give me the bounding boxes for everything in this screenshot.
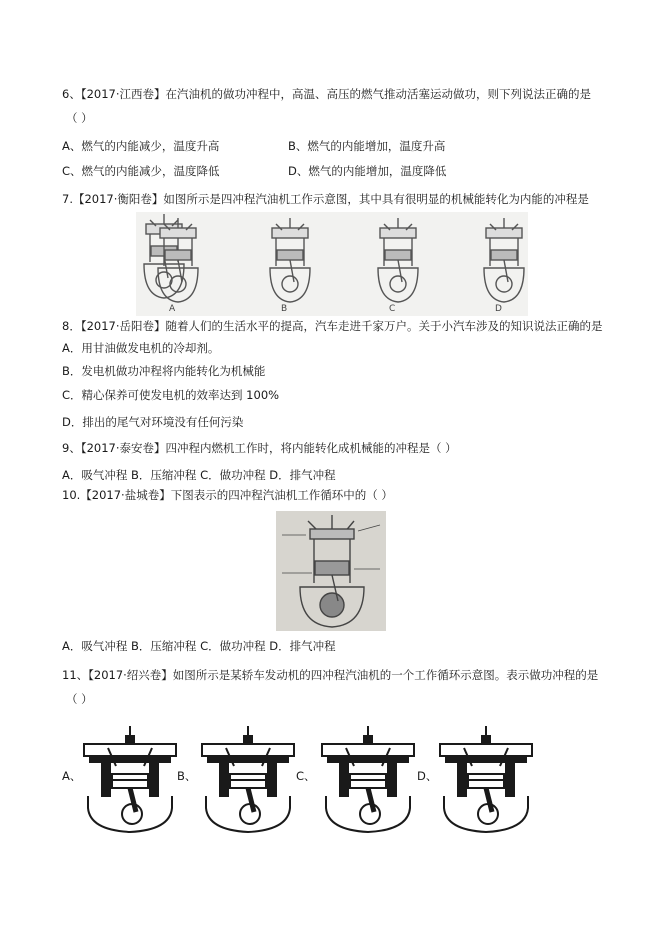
q10-engine-diagram <box>276 511 386 631</box>
q6-stem: 6、【2017·江西卷】在汽油机的做功冲程中，高温、高压的燃气推动活塞运动做功，则下列说法正确的是 <box>62 87 591 101</box>
q8-stem: 8．【2017·岳阳卷】随着人们的生活水平的提高，汽车走进千家万户。关于小汽车涉及的知识说法正确的是 <box>62 319 603 333</box>
q11-stem: 11、【2017·绍兴卷】如图所示是某轿车发动机的四冲程汽油机的一个工作循环示意图。表示做功冲程的是 <box>62 668 599 682</box>
q6-blank: （ ） <box>66 111 93 125</box>
q10-stem: 10.【2017·盐城卷】下图表示的四冲程汽油机工作循环中的（ ） <box>62 488 393 502</box>
q7-engine-diagrams <box>136 212 528 316</box>
q11-label-a: A、 <box>62 769 82 783</box>
q6-option-b: B、燃气的内能增加，温度升高 <box>288 139 446 153</box>
q8-option-d: D．排出的尾气对环境没有任何污染 <box>62 415 244 429</box>
q10-options: A．吸气冲程 B．压缩冲程 C．做功冲程 D．排气冲程 <box>62 639 336 653</box>
q8-option-c: C．精心保养可使发电机的效率达到 100% <box>62 388 280 402</box>
q8-option-a: A．用甘油做发电机的冷却剂。 <box>62 341 220 355</box>
q7-label-b: B <box>281 304 288 314</box>
q7-label-c: C <box>389 304 396 314</box>
q7-label-a: A <box>169 304 176 314</box>
q11-label-b: B、 <box>177 769 197 783</box>
q8-option-b: B．发电机做功冲程将内能转化为机械能 <box>62 364 266 378</box>
q6-option-d: D、燃气的内能增加，温度降低 <box>288 164 447 178</box>
q9-options: A．吸气冲程 B．压缩冲程 C．做功冲程 D．排气冲程 <box>62 468 336 482</box>
q7-figure <box>136 212 528 316</box>
q9-stem: 9、【2017·泰安卷】四冲程内燃机工作时，将内能转化成机械能的冲程是（ ） <box>62 441 457 455</box>
q11-engine-diagrams <box>78 722 538 834</box>
q11-label-d: D、 <box>417 769 438 783</box>
q6-option-c: C、燃气的内能减少，温度降低 <box>62 164 220 178</box>
q11-label-c: C、 <box>296 769 316 783</box>
q11-blank: （ ） <box>66 692 93 706</box>
q7-stem: 7.【2017·衡阳卷】如图所示是四冲程汽油机工作示意图，其中具有很明显的机械能转化为内能的冲程是 <box>62 192 589 206</box>
q7-label-d: D <box>495 304 502 314</box>
q6-option-a: A、燃气的内能减少，温度升高 <box>62 139 220 153</box>
q10-figure <box>276 511 386 631</box>
